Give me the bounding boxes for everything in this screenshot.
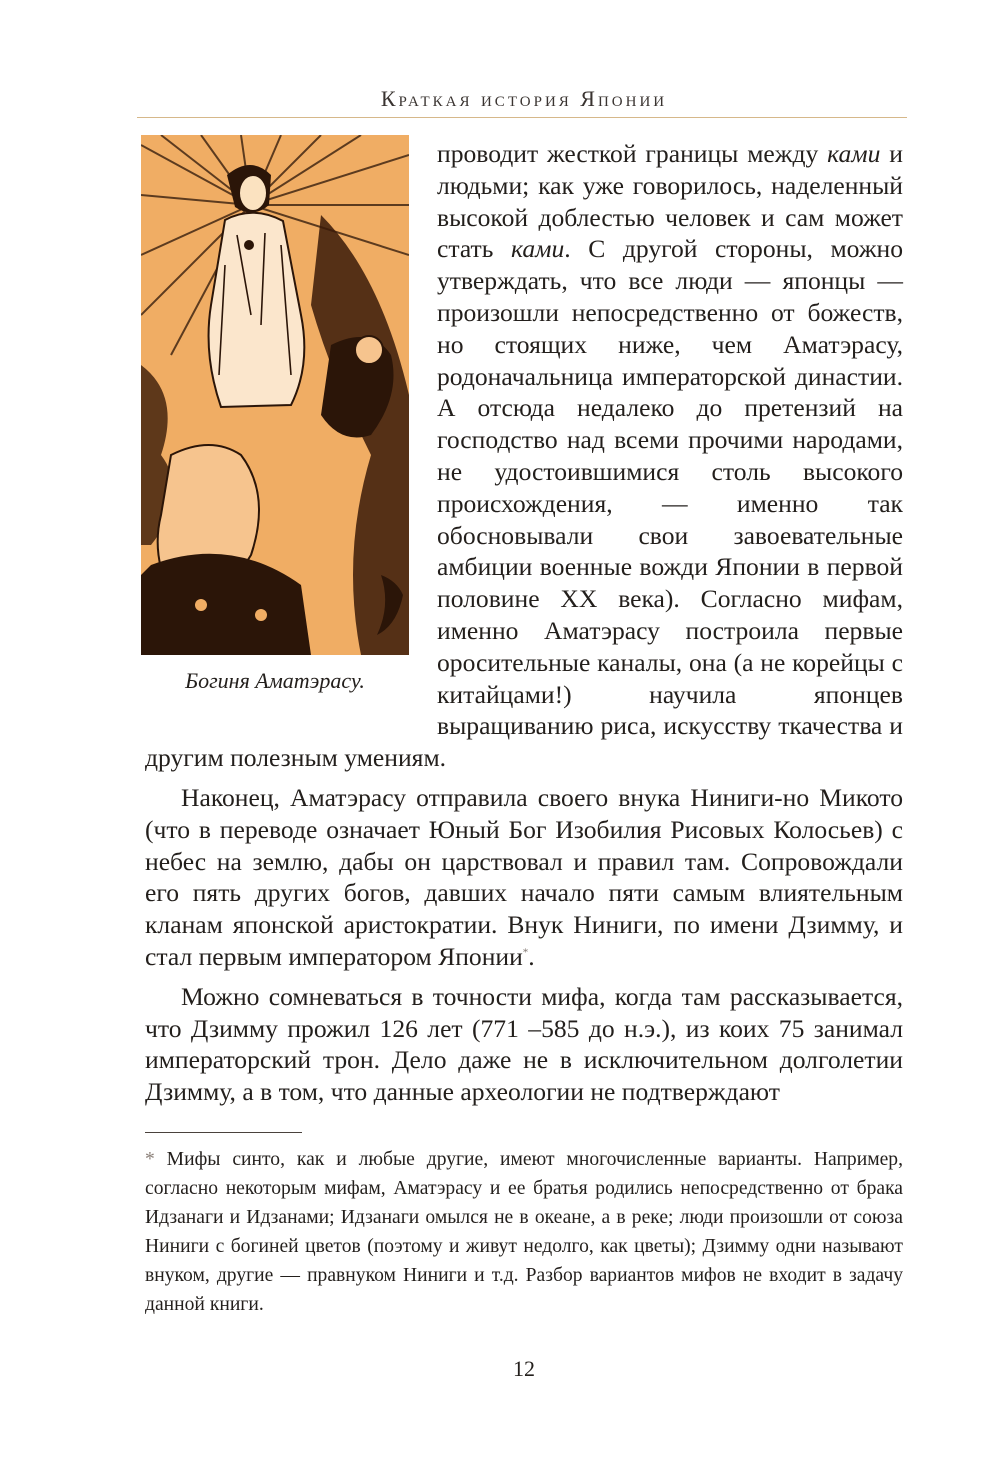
page-number: 12: [513, 1356, 535, 1381]
footnote-text: Мифы синто, как и любые другие, имеют многочисленные варианты. Например, согласно некоторым мифам, Аматэрасу и ее братья родились непосредственно от брака Идзанаги и Идзанами; Идзанаги омылся не в океане, а в реке; люди произошли от союза Ниниги с богиней цветов (поэтому и живут недолго, как цветы); Дзимму одни называют внуком, другие — правнуком Ниниги и т.д. Разбор вариантов мифов не входит в задачу данной книги.: [145, 1149, 903, 1315]
figure-caption: Богиня Аматэрасу.: [185, 668, 365, 693]
footnote-marker: *: [145, 1149, 155, 1170]
paragraph-2: Наконец, Аматэрасу отправила своего внука Ниниги-но Микото (что в переводе означает Юный Бог Изобилия Рисовых Колосьев) с небес на землю, дабы он царствовал и правил там. Сопровождали его пять других богов, давших начало пяти самым влиятельным кланам японской аристократии. Внук Ниниги, по имени Дзимму, и стал первым императором Японии*.: [145, 782, 903, 971]
paragraph-1: проводит жесткой границы между ками и людьми; как уже говорилось, наделенный высокой доблестью человек и сам может стать ками. С другой стороны, можно утверждать, что все люди — японцы — произошли непосредственно от божеств, но стоящих ниже, чем Аматэрасу, родоначальница императорской династии. А отсюда недалеко до претензий на господство над всеми прочими народами, не удостоившимися столь высокого происхождения, — именно так обосновывали свои завоевательные амбиции военные вожди Японии в первой половине XX века). Согласно мифам, именно Аматэрасу построила первые оросительные каналы, она (а не корейцы с китайцами!) научила японцев выращиванию риса, искусству ткачества и другим полезным умениям.: [145, 139, 904, 773]
footnote-rule: [145, 1132, 302, 1133]
header-rule: [137, 117, 907, 118]
footnote: [145, 1145, 903, 1319]
running-head: Краткая история Японии: [380, 86, 668, 111]
figure-spacer: [145, 138, 437, 712]
main-text: [145, 138, 903, 1108]
paragraph-3: Можно сомневаться в точности мифа, когда там рассказывается, что Дзимму прожил 126 лет (771 –585 до н.э.), из коих 75 занимал императорский трон. Дело даже не в исключительном долголетии Дзимму, а в том, что данные археологии не подтверждают: [145, 981, 903, 1107]
footnote-reference[interactable]: *: [522, 946, 529, 959]
